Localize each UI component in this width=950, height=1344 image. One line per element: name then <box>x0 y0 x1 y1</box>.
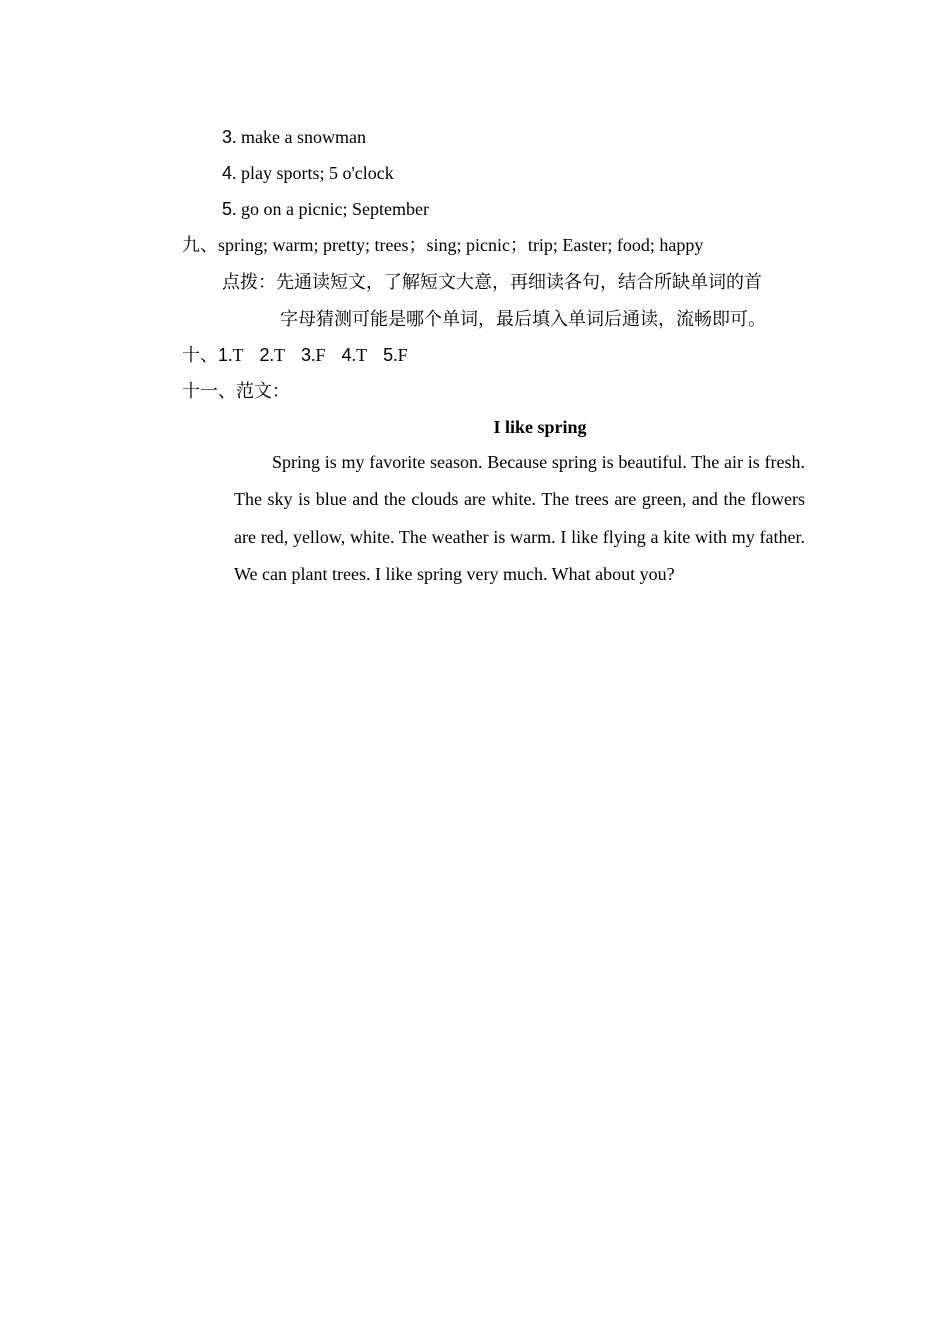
tf-answer: 3.F <box>301 345 326 365</box>
section-10-answers <box>182 344 424 367</box>
tf-answer: 1.T <box>218 345 244 365</box>
essay-body: Spring is my favorite season. Because spring is beautiful. The air is fresh. The sky is blue and the clouds are white. The trees are green, and the flowers are red, yellow, white. The weather is warm. I like flying a kite with my father. We can plant trees. I like spring very much. What about you? <box>234 452 805 584</box>
tf-answer: 2.T <box>259 345 286 365</box>
item-text: . go on a picnic; September <box>232 199 429 219</box>
item-text: . play sports; 5 o'clock <box>232 163 394 183</box>
item-number: 5 <box>222 199 233 219</box>
section-9-label: 九、 <box>182 235 218 256</box>
item-text: . make a snowman <box>232 127 366 147</box>
section-9-answer-text: spring; warm; pretty; trees；sing; picnic；trip; Easter; food; happy <box>218 235 704 255</box>
tf-answer: 4.T <box>341 345 368 365</box>
section-10-label: 十、 <box>182 345 218 366</box>
essay-title: I like spring <box>493 417 587 437</box>
tip-line-1: 先通读短文，了解短文大意，再细读各句，结合所缺单词的首 <box>276 272 762 292</box>
answer-item-4 <box>222 162 394 184</box>
section-9-tip-line-2: 字母猜测可能是哪个单词，最后填入单词后通读，流畅即可。 <box>280 309 766 329</box>
answer-item-5 <box>222 198 429 220</box>
section-9-answers <box>182 234 703 257</box>
answer-item-3 <box>222 126 366 148</box>
section-9-tip <box>222 271 762 294</box>
item-number: 3 <box>222 127 233 147</box>
tf-answer: 5.F <box>383 345 408 365</box>
item-number: 4 <box>222 163 233 183</box>
section-11-label: 十一、范文： <box>182 381 290 402</box>
tip-label: 点拨： <box>222 272 276 293</box>
